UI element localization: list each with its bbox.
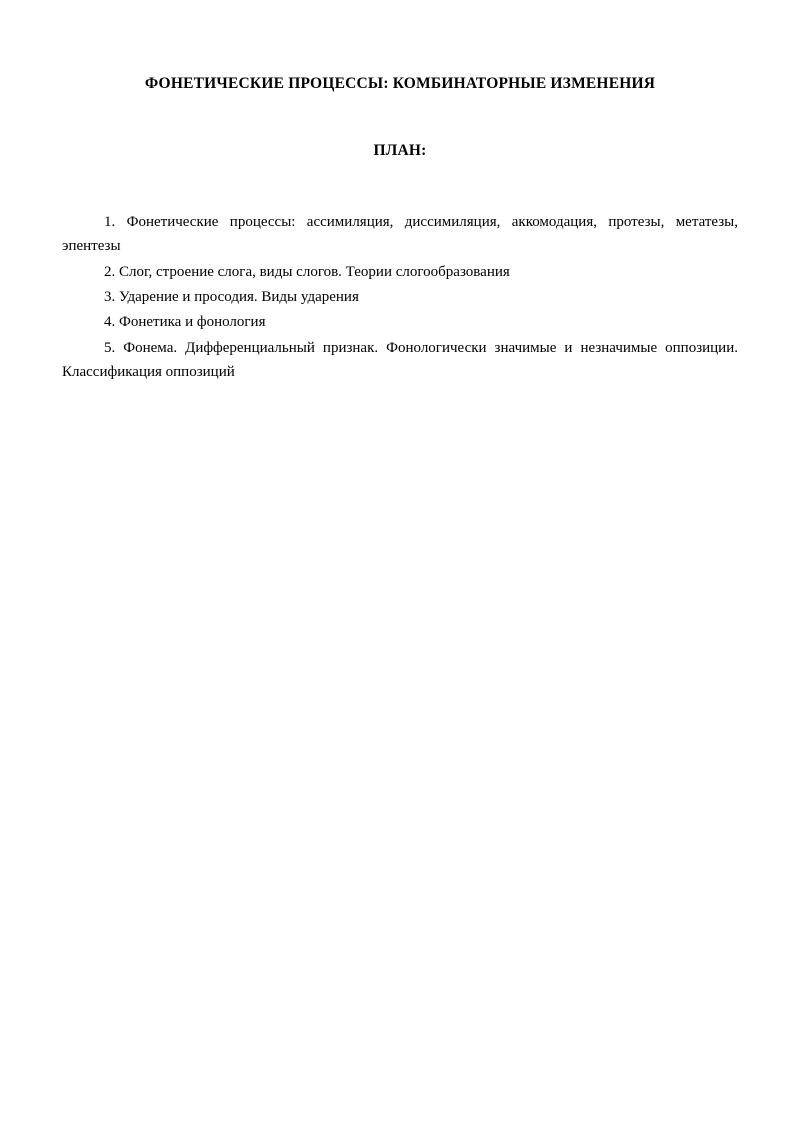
list-item: 1. Фонетические процессы: ассимиляция, диссимиляция, аккомодация, протезы, метатезы, эпентезы <box>62 214 738 255</box>
plan-heading: ПЛАН: <box>373 142 427 160</box>
list-item: 2. Слог, строение слога, виды слогов. Теории слогообразования <box>104 263 510 280</box>
plan-list <box>62 160 738 384</box>
page-title: ФОНЕТИЧЕСКИЕ ПРОЦЕССЫ: КОМБИНАТОРНЫЕ ИЗМЕНЕНИЯ <box>144 75 656 92</box>
list-item: 5. Фонема. Дифференциальный признак. Фонологически значимые и незначимые оппозиции. Классификация оппозиций <box>62 339 738 380</box>
list-item: 3. Ударение и просодия. Виды ударения <box>104 289 359 306</box>
list-item: 4. Фонетика и фонология <box>104 314 266 331</box>
